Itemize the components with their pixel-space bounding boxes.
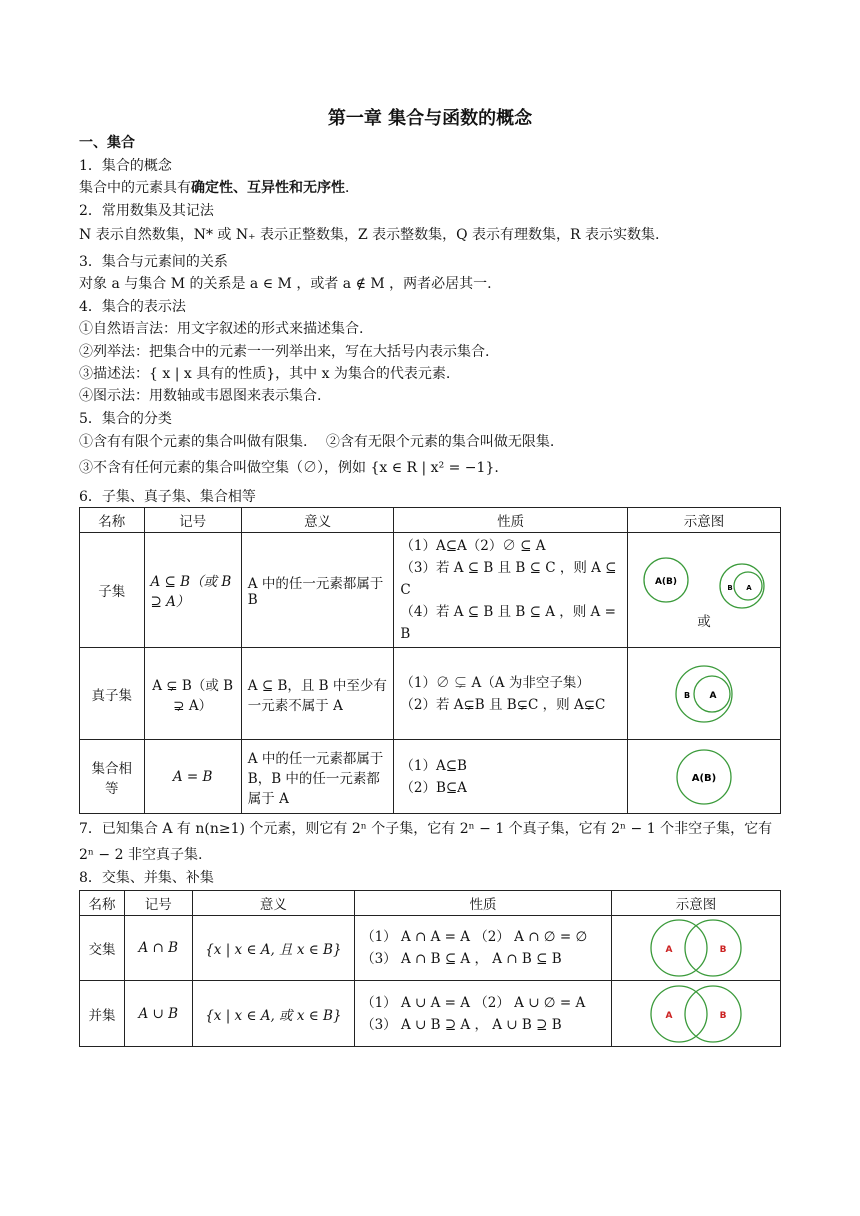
- number-sets-line: N 表示自然数集，N* 或 N₊ 表示正整数集，Z 表示整数集，Q 表示有理数集，R 表示实数集.: [79, 227, 660, 243]
- property-line: （1） A ∩ A = A （2） A ∩ ∅ = ∅: [361, 929, 588, 945]
- venn-label: B: [683, 690, 691, 700]
- header-cell: 记号: [124, 891, 192, 916]
- table-row: [80, 648, 781, 740]
- count-line-2: 2ⁿ − 2 非空真子集.: [79, 847, 203, 863]
- property-line: （2）若 A⊊B 且 B⊊C ，则 A⊊C: [400, 696, 606, 713]
- property-line: （1）∅ ⊊ A（A 为非空子集）: [400, 674, 590, 691]
- heading-4: 4．集合的表示法: [79, 299, 186, 315]
- property-line: （4）若 A ⊆ B 且 B ⊆ A ，则 A = B: [400, 604, 616, 642]
- venn-label: A: [746, 584, 752, 592]
- property-cell: [355, 916, 612, 981]
- table-header-row: [80, 891, 781, 916]
- venn-or-label: 或: [697, 614, 711, 630]
- venn-cell: [611, 981, 780, 1047]
- page-title: 第一章 集合与函数的概念: [327, 108, 533, 129]
- meaning-cell: A 中的任一元素都属于 B，B 中的任一元素都属于 A: [241, 740, 394, 814]
- name-cell: 交集: [80, 916, 125, 981]
- table-header-row: [80, 508, 781, 533]
- header-cell: 意义: [241, 508, 394, 533]
- property-cell: [394, 533, 628, 648]
- heading-6: 6．子集、真子集、集合相等: [79, 489, 256, 505]
- notation-cell: A ⊊ B（或 B ⊋ A）: [144, 648, 241, 740]
- header-cell: 性质: [394, 508, 628, 533]
- table-row: [80, 916, 781, 981]
- repr-item: ②列举法：把集合中的元素一一列举出来，写在大括号内表示集合.: [79, 344, 490, 360]
- count-line: 7．已知集合 A 有 n(n≥1) 个元素，则它有 2ⁿ 个子集，它有 2ⁿ − 1 个真子集，它有 2ⁿ − 1 个非空子集，它有: [79, 821, 773, 837]
- venn-cell: [627, 740, 780, 814]
- venn-label: B: [727, 584, 733, 592]
- subset-table: [79, 507, 781, 814]
- venn-label: A: [665, 1010, 673, 1021]
- notation-cell: A ∪ B: [124, 981, 192, 1047]
- concept-pre: 集合中的元素具有: [79, 180, 191, 196]
- venn-label: B: [719, 945, 727, 955]
- property-line: （3） A ∪ B ⊇ A ， A ∪ B ⊇ B: [361, 1016, 562, 1033]
- property-line: （1）A⊆B: [400, 757, 467, 774]
- property-cell: [355, 981, 612, 1047]
- heading-8: 8．交集、并集、补集: [79, 870, 214, 886]
- concept-bold: 确定性、互异性和无序性: [191, 180, 345, 196]
- header-cell: 名称: [80, 508, 145, 533]
- venn-label: B: [719, 1010, 727, 1021]
- notation-cell: A = B: [144, 740, 241, 814]
- notation-cell: A ⊆ B（或 B ⊇ A）: [144, 533, 241, 648]
- relation-line: 对象 a 与集合 M 的关系是 a ∈ M ，或者 a ∉ M ，两者必居其一.: [79, 276, 492, 292]
- venn-cell: [611, 916, 780, 981]
- property-line: （1） A ∪ A = A （2） A ∪ ∅ = A: [361, 994, 586, 1011]
- property-line: （3）若 A ⊆ B 且 B ⊆ C ，则 A ⊆ C: [400, 560, 617, 598]
- table-row: [80, 981, 781, 1047]
- name-cell: 子集: [80, 533, 145, 648]
- header-cell: 示意图: [627, 508, 780, 533]
- header-cell: 意义: [192, 891, 354, 916]
- venn-diagram-intersection: [621, 918, 771, 978]
- repr-item: ③描述法：{ x | x 具有的性质}，其中 x 为集合的代表元素.: [79, 366, 451, 382]
- venn-label: A: [665, 945, 673, 955]
- notation-cell: A ∩ B: [124, 916, 192, 981]
- property-cell: [394, 648, 628, 740]
- heading-5: 5．集合的分类: [79, 411, 172, 427]
- repr-item: ①自然语言法：用文字叙述的形式来描述集合.: [79, 321, 364, 337]
- heading-2: 2．常用数集及其记法: [79, 203, 214, 219]
- table-row: [80, 533, 781, 648]
- meaning-cell: A 中的任一元素都属于 B: [241, 533, 394, 648]
- venn-diagram-equal: [634, 745, 774, 809]
- property-line: （1）A⊆A（2）∅ ⊆ A: [400, 538, 546, 554]
- venn-diagram-union: [621, 984, 771, 1044]
- header-cell: 记号: [144, 508, 241, 533]
- name-cell: 真子集: [80, 648, 145, 740]
- concept-line: [79, 178, 359, 198]
- empty-set-line: ③不含有任何元素的集合叫做空集（∅），例如 {x ∈ R | x² = −1}.: [79, 460, 499, 476]
- venn-label: A(B): [654, 577, 678, 587]
- property-line: （2）B⊆A: [400, 779, 467, 796]
- venn-diagram-proper-subset: [634, 662, 774, 726]
- property-cell: [394, 740, 628, 814]
- table-row: [80, 740, 781, 814]
- meaning-cell: {x | x ∈ A, 或 x ∈ B}: [192, 981, 354, 1047]
- repr-item: ④图示法：用数轴或韦恩图来表示集合.: [79, 388, 322, 404]
- section-heading: 一、集合: [79, 135, 135, 151]
- name-cell: 集合相等: [80, 740, 145, 814]
- header-cell: 示意图: [611, 891, 780, 916]
- circle-b: [685, 986, 741, 1042]
- meaning-cell: A ⊆ B，且 B 中至少有一元素不属于 A: [241, 648, 394, 740]
- name-cell: 并集: [80, 981, 125, 1047]
- concept-post: ．: [345, 180, 359, 196]
- heading-3: 3．集合与元素间的关系: [79, 254, 228, 270]
- classification-line: ①含有有限个元素的集合叫做有限集. ②含有无限个元素的集合叫做无限集.: [79, 434, 555, 450]
- set-operations-table: [79, 890, 781, 1047]
- venn-label: A(B): [691, 772, 717, 784]
- heading-1: 1．集合的概念: [79, 158, 172, 174]
- circle-b: [685, 920, 741, 976]
- circle-a: [651, 920, 707, 976]
- property-line: （3） A ∩ B ⊆ A ， A ∩ B ⊆ B: [361, 951, 562, 967]
- venn-diagram-subset: [634, 550, 774, 610]
- venn-label: A: [709, 690, 717, 701]
- header-cell: 名称: [80, 891, 125, 916]
- circle-a: [651, 986, 707, 1042]
- header-cell: 性质: [355, 891, 612, 916]
- venn-cell: [627, 648, 780, 740]
- venn-cell: [627, 533, 780, 648]
- meaning-cell: {x | x ∈ A, 且 x ∈ B}: [192, 916, 354, 981]
